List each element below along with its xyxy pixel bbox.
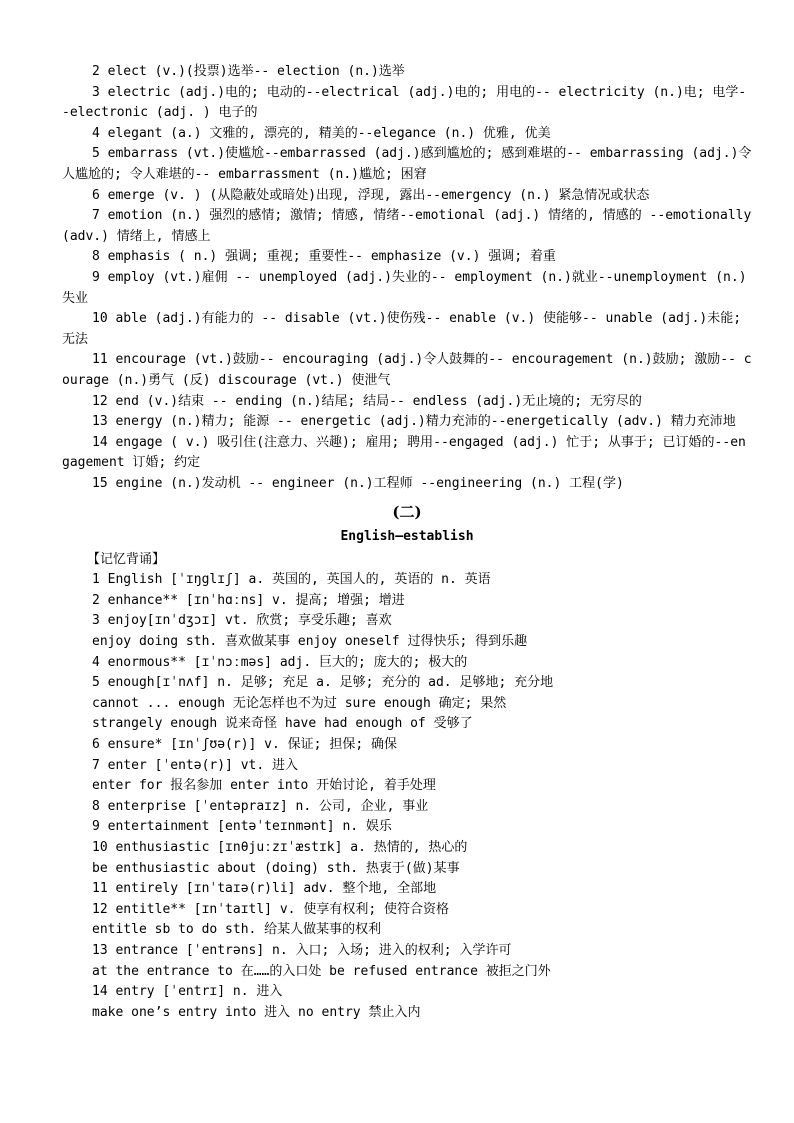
- vocab-line: 14 entry [ˈentrɪ] n. 进入: [92, 984, 283, 1000]
- word-family-entry: 6 emerge (v. ) (从隐蔽处或暗处)出现, 浮现, 露出--emergency (n.) 紧急情况或状态: [92, 187, 650, 203]
- word-family-entry: 8 emphasis ( n.) 强调; 重视; 重要性-- emphasize (v.) 强调; 着重: [92, 249, 556, 265]
- vocab-line: 13 entrance [ˈentrəns] n. 入口; 入场; 进入的权利; 入学许可: [92, 942, 512, 958]
- vocab-line: 8 enterprise [ˈentəpraɪz] n. 公司, 企业, 事业: [92, 798, 429, 814]
- word-family-entry: 9 employ (vt.)雇佣 -- unemployed (adj.)失业的-- employment (n.)就业--unemployment (n.)失业: [62, 269, 747, 306]
- content-block: [62, 62, 752, 1023]
- section-title: (二): [392, 503, 422, 522]
- vocab-line: 6 ensure* [ɪnˈʃʊə(r)] v. 保证; 担保; 确保: [92, 737, 397, 752]
- word-family-list: [62, 62, 752, 494]
- vocab-line: 9 entertainment [entəˈteɪnmənt] n. 娱乐: [92, 819, 392, 835]
- word-family-entry: 5 embarrass (vt.)使尴尬--embarrassed (adj.)感到尴尬的; 感到难堪的-- embarrassing (adj.)令人尴尬的; 令人难堪的-- embarrassment (n.)尴尬; 困窘: [62, 146, 752, 182]
- vocab-line: 12 entitle** [ɪnˈtaɪtl] v. 使享有权利; 使符合资格: [92, 901, 449, 917]
- vocab-line: be enthusiastic about (doing) sth. 热衷于(做)某事: [92, 860, 460, 876]
- word-family-entry: 15 engine (n.)发动机 -- engineer (n.)工程师 --engineering (n.) 工程(学): [92, 475, 624, 491]
- word-family-entry: 12 end (v.)结束 -- ending (n.)结尾; 结局-- endless (adj.)无止境的; 无穷尽的: [92, 393, 642, 409]
- word-family-entry: 10 able (adj.)有能力的 -- disable (vt.)使伤残-- enable (v.) 使能够-- unable (adj.)未能;无法: [62, 311, 742, 347]
- vocab-line: 2 enhance** [ɪnˈhɑːns] v. 提高; 增强; 增进: [92, 592, 405, 608]
- word-family-entry: 4 elegant (a.) 文雅的, 漂亮的, 精美的--elegance (n.) 优雅, 优美: [92, 125, 551, 141]
- vocab-line: make one’s entry into 进入 no entry 禁止入内: [92, 1004, 421, 1020]
- vocab-line: 4 enormous** [ɪˈnɔːməs] adj. 巨大的; 庞大的; 极大的: [92, 654, 468, 670]
- vocab-line: 10 enthusiastic [ɪnθjuːzɪˈæstɪk] a. 热情的, 热心的: [92, 839, 468, 855]
- vocabulary-list: [62, 570, 752, 1023]
- vocab-line: 5 enough[ɪˈnʌf] n. 足够; 充足 a. 足够; 充分的 ad. 足够地; 充分地: [92, 675, 554, 691]
- vocab-line: strangely enough 说来奇怪 have had enough of 受够了: [92, 716, 473, 732]
- vocab-line: cannot ... enough 无论怎样也不为过 sure enough 确定; 果然: [92, 695, 507, 711]
- section-subtitle: English—establish: [340, 529, 474, 545]
- word-family-entry: 3 electric (adj.)电的; 电动的--electrical (adj.)电的; 用电的-- electricity (n.)电; 电学--electronic (adj. ) 电子的: [62, 84, 747, 121]
- vocab-line: 11 entirely [ɪnˈtaɪə(r)li] adv. 整个地, 全部地: [92, 881, 437, 897]
- vocab-line: 1 English [ˈɪŋglɪʃ] a. 英国的, 英国人的, 英语的 n. 英语: [92, 572, 491, 588]
- word-family-entry: 7 emotion (n.) 强烈的感情; 激情; 情感, 情绪--emotional (adj.) 情绪的, 情感的 --emotionally (adv.) 情绪上, 情感上: [62, 208, 752, 244]
- vocab-line: 7 enter [ˈentə(r)] vt. 进入: [92, 757, 299, 773]
- vocab-line: 3 enjoy[ɪnˈdʒɔɪ] vt. 欣赏; 享受乐趣; 喜欢: [92, 613, 392, 629]
- word-family-entry: 2 elect (v.)(投票)选举-- election (n.)选举: [92, 64, 405, 79]
- word-family-entry: 11 encourage (vt.)鼓励-- encouraging (adj.)令人鼓舞的-- encouragement (n.)鼓励; 激励-- courage (n.)勇气 (反) discourage (vt.) 使泄气: [62, 352, 752, 388]
- memory-label: 【记忆背诵】: [87, 551, 166, 567]
- vocab-line: at the entrance to 在……的入口处 be refused entrance 被拒之门外: [92, 963, 551, 979]
- vocab-line: enter for 报名参加 enter into 开始讨论, 着手处理: [92, 778, 436, 794]
- vocab-line: enjoy doing sth. 喜欢做某事 enjoy oneself 过得快乐; 得到乐趣: [92, 634, 528, 650]
- word-family-entry: 14 engage ( v.) 吸引住(注意力、兴趣); 雇用; 聘用--engaged (adj.) 忙于; 从事于; 已订婚的--engagement 订婚; 约定: [62, 434, 746, 471]
- vocab-line: entitle sb to do sth. 给某人做某事的权利: [92, 922, 382, 938]
- word-family-entry: 13 energy (n.)精力; 能源 -- energetic (adj.)精力充沛的--energetically (adv.) 精力充沛地: [92, 414, 736, 430]
